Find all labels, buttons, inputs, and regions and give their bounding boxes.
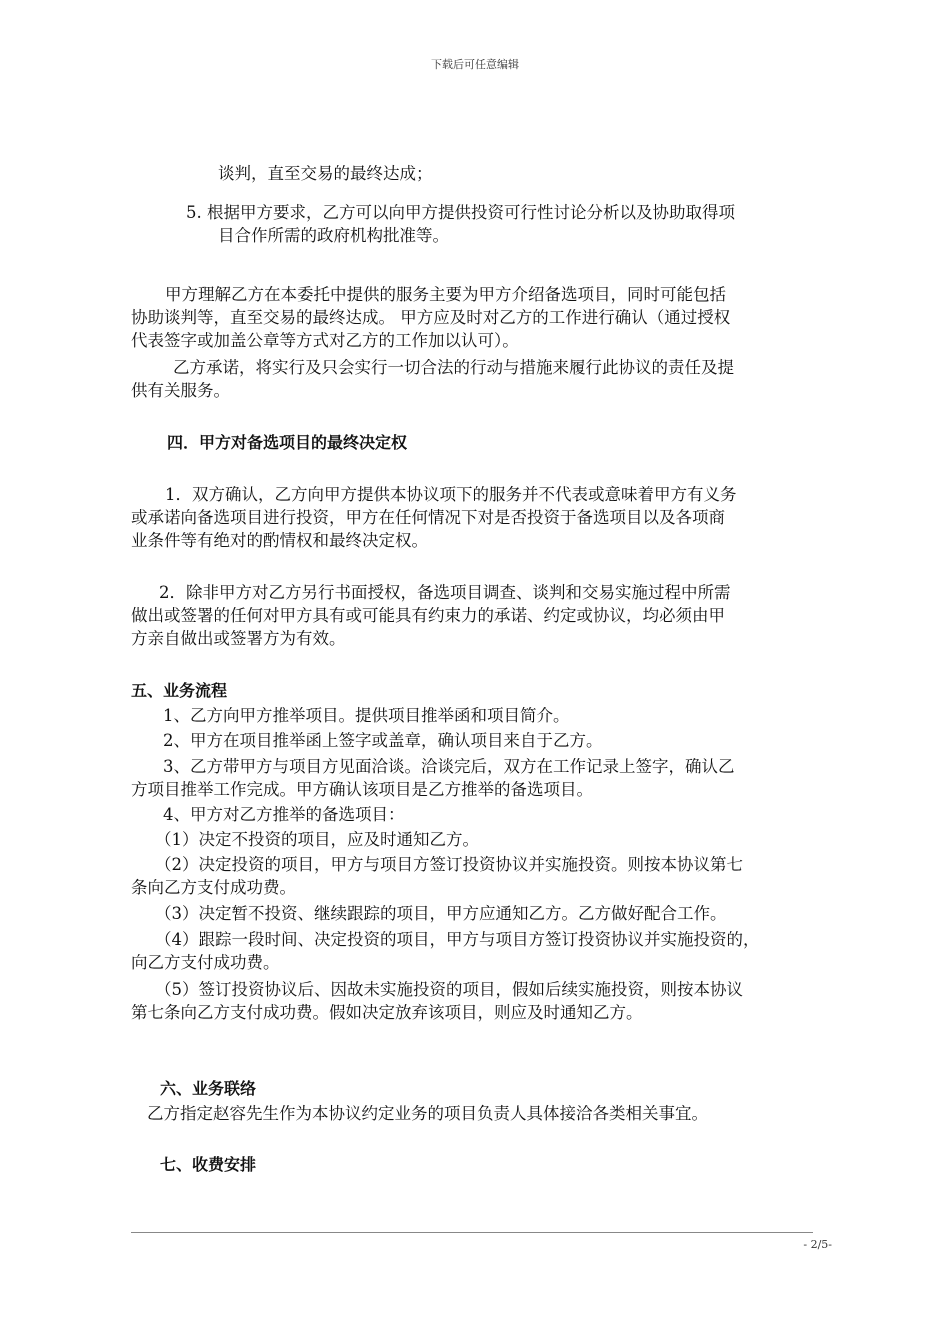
sub-item: （3）决定暂不投资、继续跟踪的项目，甲方应通知乙方。乙方做好配合工作。 [155,904,727,923]
paragraph-line: 方亲自做出或签署方为有效。 [131,629,346,648]
sub-item: （4）跟踪一段时间、决定投资的项目，甲方与项目方签订投资协议并实施投资的， [155,930,760,949]
footer-divider [131,1232,813,1233]
paragraph-line: 甲方理解乙方在本委托中提供的服务主要为甲方介绍备选项目，同时可能包括 [165,285,726,304]
paragraph-line: 供有关服务。 [131,381,230,400]
page-number: - 2/5- [803,1238,832,1251]
paragraph-line: 1．双方确认，乙方向甲方提供本协议项下的服务并不代表或意味着甲方有义务 [165,485,737,504]
sub-item: 第七条向乙方支付成功费。假如决定放弃该项目，则应及时通知乙方。 [131,1003,643,1022]
sub-item: 向乙方支付成功费。 [131,953,280,972]
list-item-5: 5. 根据甲方要求，乙方可以向甲方提供投资可行性讨论分析以及协助取得项 [186,203,735,222]
paragraph-line: 代表签字或加盖公章等方式对乙方的工作加以认可）。 [131,331,519,350]
paragraph-line: 乙方承诺，将实行及只会实行一切合法的行动与措施来履行此协议的责任及提 [173,358,734,377]
sub-item: （2）决定投资的项目，甲方与项目方签订投资协议并实施投资。则按本协议第七 [155,855,743,874]
text-line: 目合作所需的政府机构批准等。 [218,226,449,245]
paragraph-line: 或承诺向备选项目进行投资，甲方在任何情况下对是否投资于备选项目以及各项商 [131,508,725,527]
page-header: 下载后可任意编辑 [431,58,519,71]
list-item: 3、乙方带甲方与项目方见面洽谈。洽谈完后，双方在工作记录上签字，确认乙 [163,757,735,776]
section-heading-4: 四．甲方对备选项目的最终决定权 [167,433,408,452]
sub-item: （1）决定不投资的项目，应及时通知乙方。 [155,830,479,849]
sub-item: 条向乙方支付成功费。 [131,878,296,897]
paragraph-line: 2．除非甲方对乙方另行书面授权，备选项目调查、谈判和交易实施过程中所需 [159,583,731,602]
list-item: 4、甲方对乙方推举的备选项目： [163,805,405,824]
list-item: 方项目推举工作完成。甲方确认该项目是乙方推举的备选项目。 [131,780,593,799]
paragraph-line: 做出或签署的任何对甲方具有或可能具有约束力的承诺、约定或协议，均必须由甲 [131,606,725,625]
sub-item: （5）签订投资协议后、因故未实施投资的项目，假如后续实施投资，则按本协议 [155,980,743,999]
list-item: 2、甲方在项目推举函上签字或盖章，确认项目来自于乙方。 [163,731,603,750]
list-item: 1、乙方向甲方推举项目。提供项目推举函和项目简介。 [163,706,570,725]
section-heading-6: 六、业务联络 [160,1079,257,1098]
paragraph-line: 乙方指定赵容先生作为本协议约定业务的项目负责人具体接洽各类相关事宜。 [147,1104,708,1123]
text-line: 谈判，直至交易的最终达成； [218,164,433,183]
paragraph-line: 协助谈判等，直至交易的最终达成。 甲方应及时对乙方的工作进行确认（通过授权 [131,308,731,327]
section-heading-7: 七、收费安排 [160,1155,257,1174]
paragraph-line: 业条件等有绝对的酌情权和最终决定权。 [131,531,428,550]
section-heading-5: 五、业务流程 [131,681,228,700]
